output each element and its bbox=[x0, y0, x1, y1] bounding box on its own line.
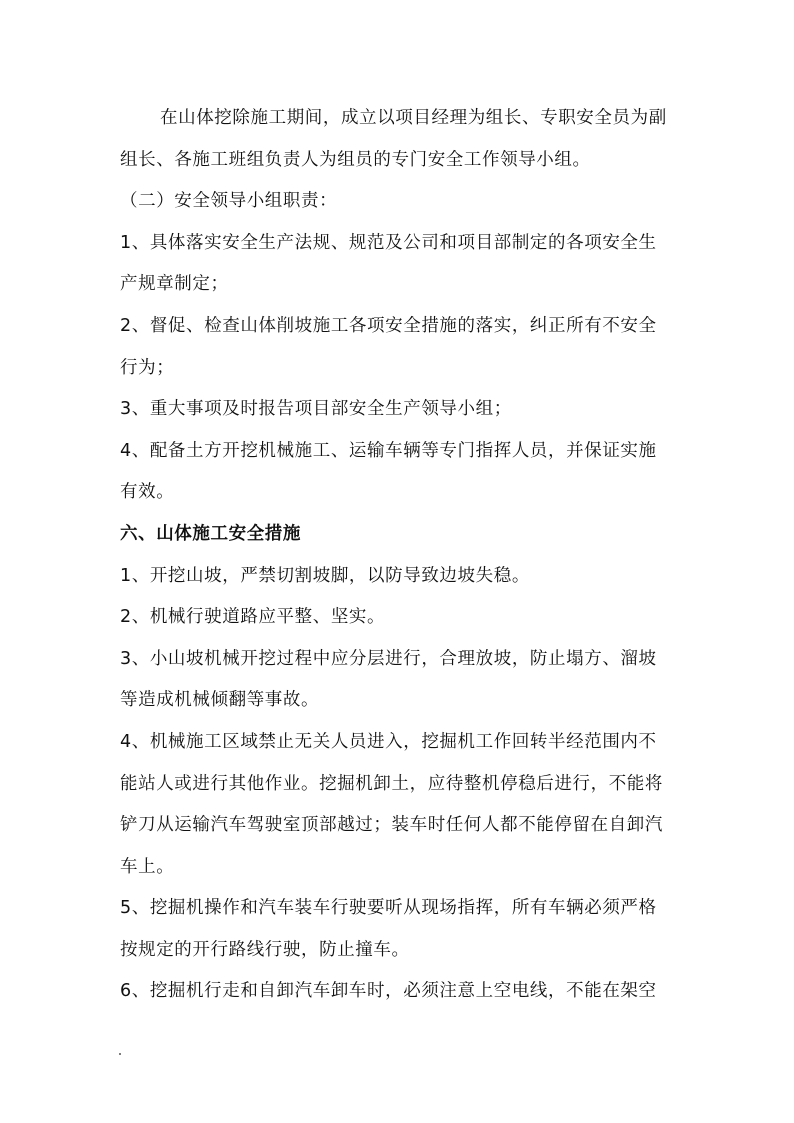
paragraph-line: 在山体挖除施工期间，成立以项目经理为组长、专职安全员为副 bbox=[160, 108, 667, 128]
list-item-continuation: 等造成机械倾翻等事故。 bbox=[120, 690, 320, 711]
list-item: 1、具体落实安全生产法规、规范及公司和项目部制定的各项安全生 bbox=[120, 232, 657, 253]
paragraph-line: 组长、各施工班组负责人为组员的专门安全工作领导小组。 bbox=[120, 149, 591, 170]
document-body bbox=[120, 98, 680, 1013]
page-mark bbox=[119, 1053, 121, 1055]
list-item-continuation: 有效。 bbox=[120, 482, 175, 503]
list-item: 5、挖掘机操作和汽车装车行驶要听从现场指挥，所有车辆必须严格 bbox=[120, 898, 657, 919]
list-item-continuation: 车上。 bbox=[120, 856, 175, 877]
list-item: 4、机械施工区域禁止无关人员进入，挖掘机工作回转半经范围内不 bbox=[120, 731, 657, 752]
list-item-continuation: 铲刀从运输汽车驾驶室顶部越过；装车时任何人都不能停留在自卸汽 bbox=[120, 815, 663, 836]
list-item: 3、小山坡机械开挖过程中应分层进行，合理放坡，防止塌方、溜坡 bbox=[120, 648, 657, 669]
section-heading: 六、山体施工安全措施 bbox=[120, 523, 301, 544]
list-item-continuation: 能站人或进行其他作业。挖掘机卸土，应待整机停稳后进行，不能将 bbox=[120, 773, 663, 794]
list-item: 3、重大事项及时报告项目部安全生产领导小组； bbox=[120, 399, 512, 420]
list-item: 6、挖掘机行走和自卸汽车卸车时，必须注意上空电线，不能在架空 bbox=[120, 981, 657, 1002]
subsection-heading: （二）安全领导小组职责： bbox=[120, 191, 338, 212]
list-item: 1、开挖山坡，严禁切割坡脚，以防导致边坡失稳。 bbox=[120, 565, 530, 586]
list-item-continuation: 产规章制定； bbox=[120, 274, 229, 295]
list-item: 4、配备土方开挖机械施工、运输车辆等专门指挥人员，并保证实施 bbox=[120, 440, 657, 461]
list-item-continuation: 按规定的开行路线行驶，防止撞车。 bbox=[120, 939, 410, 960]
list-item: 2、机械行驶道路应平整、坚实。 bbox=[120, 607, 386, 628]
list-item: 2、督促、检查山体削坡施工各项安全措施的落实，纠正所有不安全 bbox=[120, 315, 657, 336]
list-item-continuation: 行为； bbox=[120, 357, 175, 378]
